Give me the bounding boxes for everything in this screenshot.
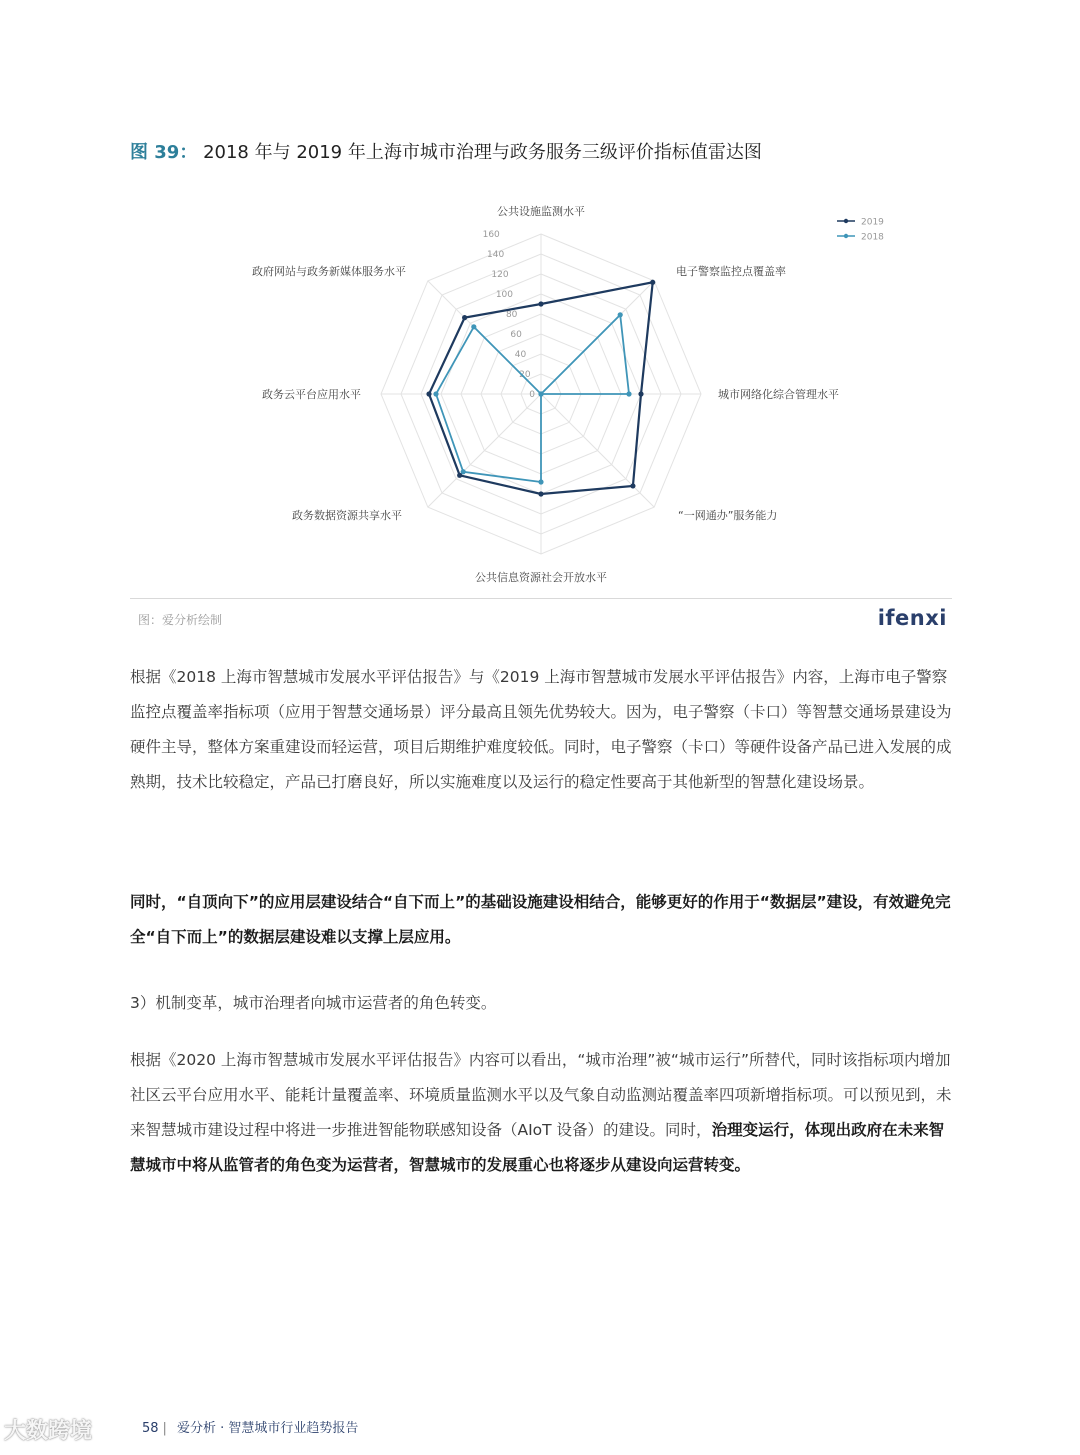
brand-logo: ifenxi bbox=[877, 606, 947, 630]
legend-marker-2018 bbox=[844, 234, 848, 238]
paragraph-1: 根据《2018 上海市智慧城市发展水平评估报告》与《2019 上海市智慧城市发展水平评估报告》内容，上海市电子警察监控点覆盖率指标项（应用于智慧交通场景）评分最高且领先优势较大。因为，电子警察（卡口）等智慧交通场景建设为硬件主导，整体方案重建设而轻运营，项目后期维护难度较低。同时，电子警察（卡口）等硬件设备产品已进入发展的成熟期，技术比较稳定，产品已打磨良好，所以实施难度以及运行的稳定性要高于其他新型的智慧化建设场景。 bbox=[130, 668, 952, 791]
tick-label-0: 0 bbox=[529, 390, 535, 400]
tick-label-1: 20 bbox=[519, 370, 531, 380]
tick-label-8: 160 bbox=[482, 230, 500, 240]
series-point-2019-5 bbox=[457, 473, 462, 478]
tick-label-3: 60 bbox=[510, 330, 522, 340]
series-point-2018-3 bbox=[538, 391, 543, 396]
axis-label-4: 公共信息资源社会开放水平 bbox=[475, 571, 607, 584]
series-point-2019-4 bbox=[538, 491, 543, 496]
series-point-2019-1 bbox=[650, 280, 655, 285]
paragraph-4 bbox=[130, 1043, 952, 1183]
chart-divider bbox=[130, 598, 952, 599]
axis-label-2: 城市网络化综合管理水平 bbox=[718, 388, 839, 401]
axis-label-3: “一网通办”服务能力 bbox=[678, 509, 778, 522]
series-point-2019-2 bbox=[638, 391, 643, 396]
tick-label-2: 40 bbox=[514, 350, 527, 360]
series-point-2019-3 bbox=[630, 483, 635, 488]
footer-text: 爱分析 · 智慧城市行业趋势报告 bbox=[176, 1421, 359, 1436]
figure-title bbox=[130, 138, 762, 164]
series-point-2018-7 bbox=[471, 324, 476, 329]
paragraph-2: 同时，“自顶向下”的应用层建设结合“自下而上”的基础设施建设相结合，能够更好的作用于“数据层”建设，有效避免完全“自下而上”的数据层建设难以支撑上层应用。 bbox=[130, 893, 951, 946]
figure-source: 图：爱分析绘制 bbox=[138, 613, 223, 627]
tick-label-7: 140 bbox=[487, 250, 505, 260]
series-point-2019-0 bbox=[538, 301, 543, 306]
paragraph-4-text: 根据《2020 上海市智慧城市发展水平评估报告》内容可以看出，“城市治理”被“城市运行”所替代，同时该指标项内增加社区云平台应用水平、能耗计量覆盖率、环境质量监测水平以及气象自动监测站覆盖率四项新增指标项。可以预见到，未来智慧城市建设过程中将进一步推进智能物联感知设备（AIoT 设备）的建设。同时， bbox=[130, 1051, 952, 1139]
series-point-2018-4 bbox=[538, 479, 543, 484]
series-point-2019-6 bbox=[426, 391, 431, 396]
axis-label-6: 政务云平台应用水平 bbox=[262, 388, 361, 401]
figure-title-text: 2018 年与 2019 年上海市城市治理与政务服务三级评价指标值雷达图 bbox=[203, 142, 762, 163]
figure-number: 图 39： bbox=[130, 142, 198, 163]
tick-label-6: 120 bbox=[491, 270, 509, 280]
paragraph-4-emphasis: 治理变运行，体现出政府在未来智慧城市中将从监管者的角色变为运营者，智慧城市的发展重心也将逐步从建设向运营转变。 bbox=[130, 1121, 945, 1174]
chart-legend bbox=[837, 218, 884, 243]
paragraph-3: 3）机制变革，城市治理者向城市运营者的角色转变。 bbox=[130, 994, 497, 1012]
axis-label-5: 政务数据资源共享水平 bbox=[292, 509, 402, 522]
axis-label-1: 电子警察监控点覆盖率 bbox=[676, 265, 786, 278]
radar-chart bbox=[130, 190, 952, 590]
series-point-2019-7 bbox=[462, 315, 467, 320]
series-point-2018-1 bbox=[618, 312, 623, 317]
page-number: 58 bbox=[142, 1421, 159, 1436]
legend-marker-2019 bbox=[844, 219, 848, 223]
series-point-2018-6 bbox=[433, 391, 438, 396]
watermark: 大数跨境 bbox=[4, 1419, 93, 1444]
legend-label-2018: 2018 bbox=[861, 232, 884, 243]
legend-label-2019: 2019 bbox=[861, 217, 884, 228]
series-point-2018-2 bbox=[626, 391, 631, 396]
tick-label-5: 100 bbox=[495, 290, 513, 300]
axis-label-0: 公共设施监测水平 bbox=[497, 205, 585, 218]
page-footer bbox=[142, 1417, 358, 1436]
footer-separator: | bbox=[162, 1421, 167, 1436]
axis-label-7: 政府网站与政务新媒体服务水平 bbox=[252, 265, 406, 278]
tick-label-4: 80 bbox=[505, 310, 518, 320]
